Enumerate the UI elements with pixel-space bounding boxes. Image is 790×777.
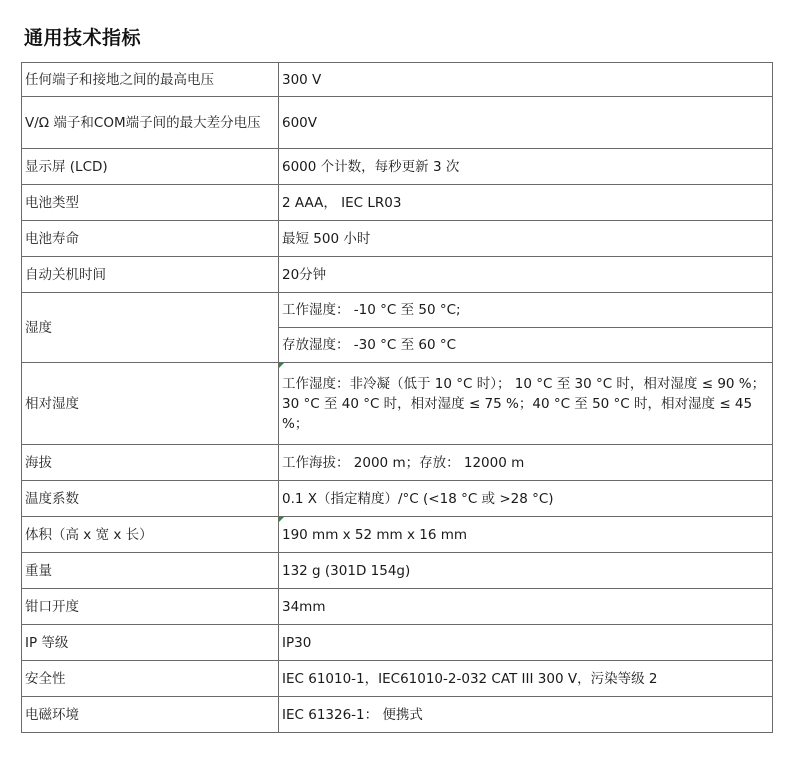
spec-value: 工作湿度： -10 °C 至 50 °C; <box>279 293 773 328</box>
spec-label: 温度系数 <box>22 481 279 517</box>
spec-value: 20分钟 <box>279 257 773 293</box>
table-row <box>22 553 773 589</box>
spec-label: IP 等级 <box>22 625 279 661</box>
table-row <box>22 97 773 149</box>
table-row <box>22 363 773 445</box>
spec-label: 体积（高 x 宽 x 长） <box>22 517 279 553</box>
spec-label: 安全性 <box>22 661 279 697</box>
cell-corner-marker <box>279 517 284 522</box>
spec-value: 600V <box>279 97 773 149</box>
spec-label: 显示屏 (LCD) <box>22 149 279 185</box>
spec-label: 电磁环境 <box>22 697 279 733</box>
spec-value: 工作湿度：非冷凝（低于 10 °C 时）； 10 °C 至 30 °C 时，相对湿度 ≤ 90 %；30 °C 至 40 °C 时，相对湿度 ≤ 75 %；40 °C 至 50 °C 时，相对湿度 ≤ 45 %； <box>282 375 766 432</box>
spec-value-cell <box>279 363 773 445</box>
cell-corner-marker <box>279 363 284 368</box>
spec-label: 电池寿命 <box>22 221 279 257</box>
spec-value: IEC 61010-1，IEC61010-2-032 CAT III 300 V，污染等级 2 <box>279 661 773 697</box>
spec-value: 6000 个计数，每秒更新 3 次 <box>279 149 773 185</box>
spec-label: 自动关机时间 <box>22 257 279 293</box>
table-row <box>22 481 773 517</box>
spec-value: IP30 <box>279 625 773 661</box>
spec-label: 重量 <box>22 553 279 589</box>
table-row <box>22 221 773 257</box>
table-row <box>22 149 773 185</box>
spec-value: 存放湿度： -30 °C 至 60 °C <box>279 328 773 363</box>
table-row <box>22 445 773 481</box>
table-row <box>22 589 773 625</box>
table-row <box>22 63 773 97</box>
spec-label: 海拔 <box>22 445 279 481</box>
spec-value: 2 AAA， IEC LR03 <box>279 185 773 221</box>
spec-value: 190 mm x 52 mm x 16 mm <box>282 526 468 543</box>
page-title: 通用技术指标 <box>24 27 142 49</box>
spec-value: 132 g (301D 154g) <box>279 553 773 589</box>
spec-value: 34mm <box>279 589 773 625</box>
spec-label: 湿度 <box>22 293 279 363</box>
spec-value: 300 V <box>279 63 773 97</box>
table-row <box>22 661 773 697</box>
spec-label: 电池类型 <box>22 185 279 221</box>
table-row <box>22 517 773 553</box>
table-row <box>22 625 773 661</box>
spec-label: 相对湿度 <box>22 363 279 445</box>
spec-table <box>21 62 773 733</box>
table-row <box>22 293 773 328</box>
table-row <box>22 697 773 733</box>
spec-label: 钳口开度 <box>22 589 279 625</box>
table-row <box>22 257 773 293</box>
spec-value: 0.1 X（指定精度）/°C (<18 °C 或 >28 °C) <box>279 481 773 517</box>
spec-value-cell <box>279 517 773 553</box>
spec-value: 工作海拔： 2000 m；存放： 12000 m <box>279 445 773 481</box>
table-row <box>22 185 773 221</box>
spec-value: IEC 61326-1： 便携式 <box>279 697 773 733</box>
spec-label: V/Ω 端子和COM端子间的最大差分电压 <box>22 97 279 149</box>
spec-label: 任何端子和接地之间的最高电压 <box>22 63 279 97</box>
spec-value: 最短 500 小时 <box>279 221 773 257</box>
